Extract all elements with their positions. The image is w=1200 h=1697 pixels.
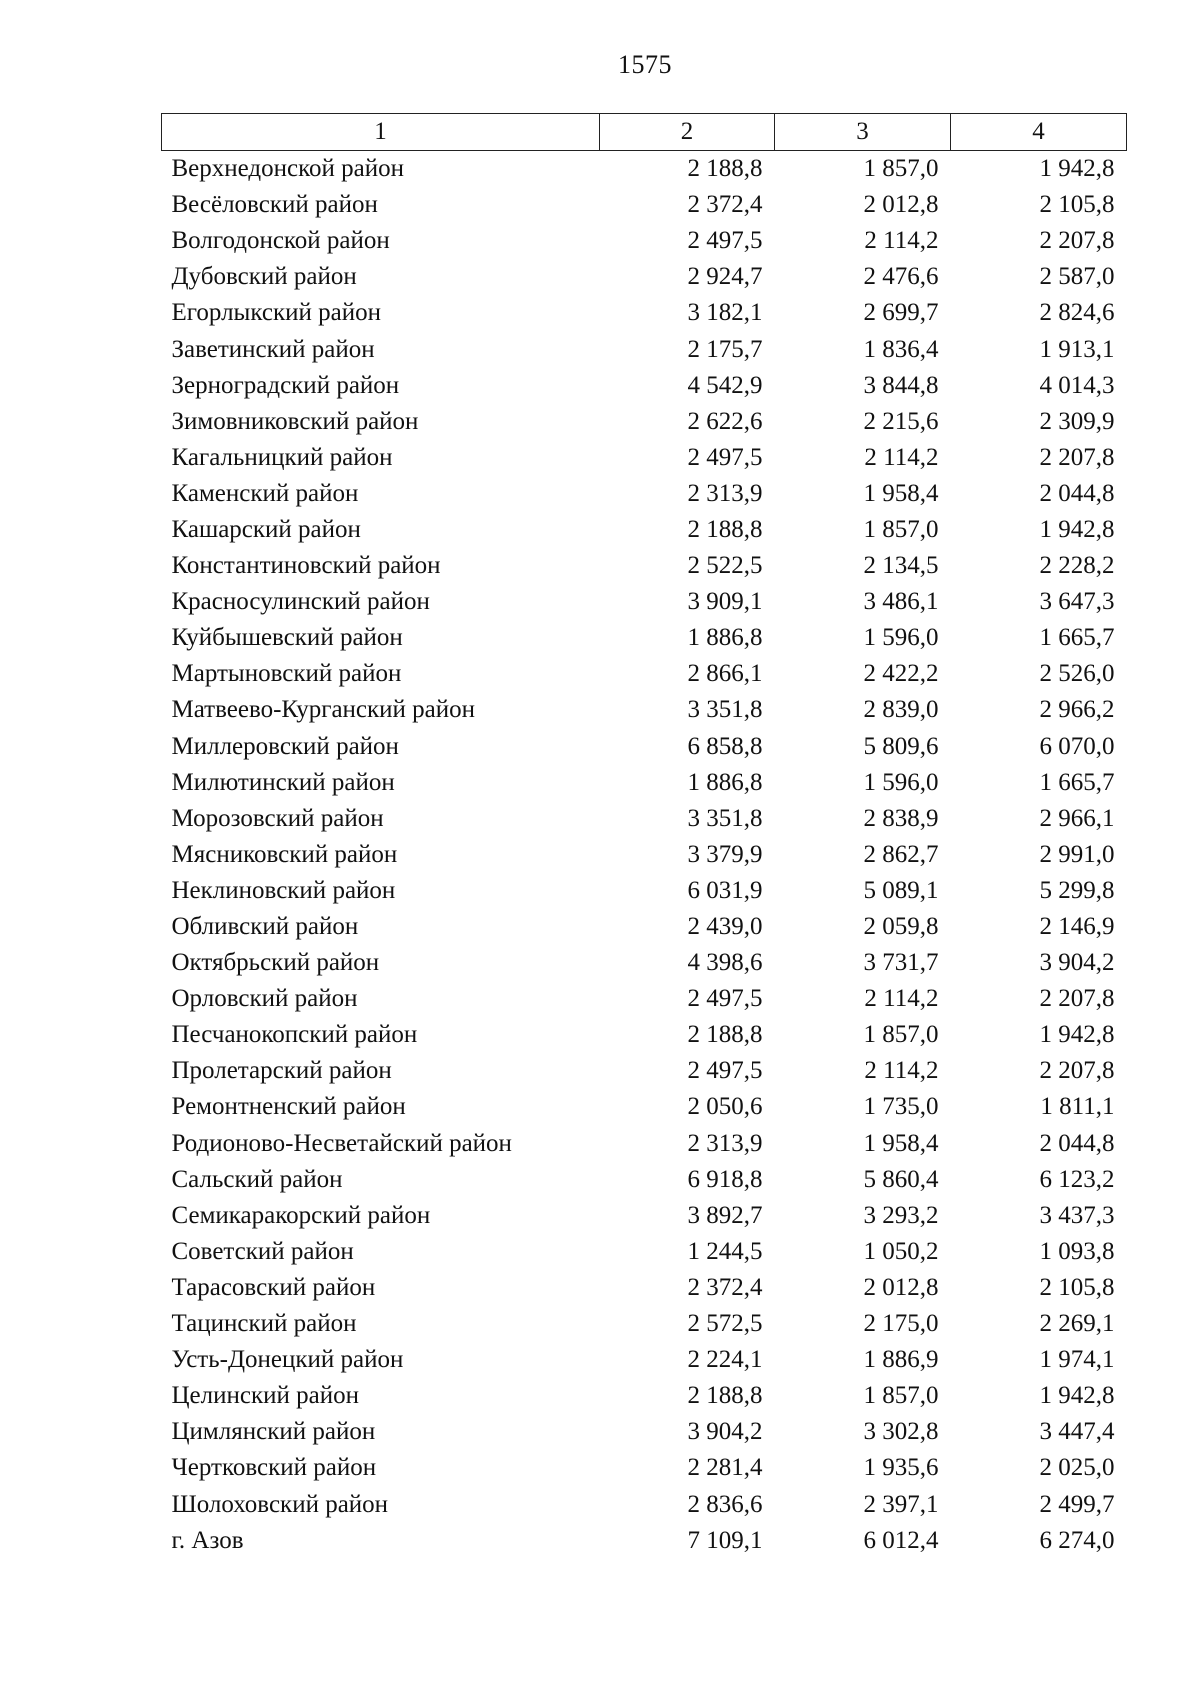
district-name-cell: Волгодонской район (171, 227, 390, 255)
value-cell-col-2: 2 188,8 (687, 155, 763, 183)
district-name-cell: Неклиновский район (171, 876, 396, 904)
table-row (162, 1234, 1127, 1270)
district-name-cell: Заветинский район (171, 335, 375, 363)
district-name-cell: Цимлянский район (171, 1418, 376, 1446)
value-cell-col-2: 2 866,1 (687, 660, 763, 688)
value-cell-col-3: 5 860,4 (863, 1165, 939, 1193)
value-cell-col-2: 1 886,8 (687, 768, 763, 796)
value-cell-col-3: 2 175,0 (863, 1310, 939, 1338)
value-cell-col-2: 2 372,4 (687, 1273, 763, 1301)
column-header-3: 3 (775, 114, 951, 151)
district-name-cell: Мясниковский район (171, 840, 398, 868)
column-header-1: 1 (162, 114, 600, 151)
value-cell-col-4: 2 228,2 (1039, 552, 1115, 580)
value-cell-col-4: 2 309,9 (1039, 407, 1115, 435)
value-cell-col-3: 2 699,7 (863, 299, 939, 327)
value-cell-col-2: 2 622,6 (687, 407, 763, 435)
table-row (162, 909, 1127, 945)
table-header (162, 114, 1127, 151)
table-row (162, 1126, 1127, 1162)
value-cell-col-4: 2 207,8 (1039, 985, 1115, 1013)
table-row (162, 187, 1127, 223)
district-name-cell: Милютинский район (171, 768, 395, 796)
district-name-cell: Кагальницкий район (171, 443, 393, 471)
value-cell-col-2: 2 522,5 (687, 552, 763, 580)
value-cell-col-4: 1 093,8 (1039, 1237, 1115, 1265)
table-row (162, 512, 1127, 548)
value-cell-col-3: 2 114,2 (864, 1057, 939, 1085)
value-cell-col-4: 2 824,6 (1039, 299, 1115, 327)
district-name-cell: Весёловский район (171, 191, 378, 219)
district-name-cell: Родионово-Несветайский район (171, 1129, 512, 1157)
value-cell-col-4: 1 665,7 (1039, 624, 1115, 652)
table-row (162, 584, 1127, 620)
value-cell-col-3: 3 486,1 (863, 588, 939, 616)
value-cell-col-4: 3 447,4 (1039, 1418, 1115, 1446)
value-cell-col-2: 3 182,1 (687, 299, 763, 327)
value-cell-col-4: 1 942,8 (1039, 515, 1115, 543)
table-row (162, 1198, 1127, 1234)
district-name-cell: Песчанокопский район (171, 1021, 418, 1049)
table-row (162, 1270, 1127, 1306)
district-name-cell: Пролетарский район (171, 1057, 392, 1085)
value-cell-col-4: 2 499,7 (1039, 1490, 1115, 1518)
value-cell-col-3: 2 114,2 (864, 443, 939, 471)
value-cell-col-3: 5 089,1 (863, 876, 939, 904)
district-name-cell: Октябрьский район (171, 949, 380, 977)
value-cell-col-3: 1 857,0 (863, 155, 939, 183)
value-cell-col-4: 1 942,8 (1039, 155, 1115, 183)
value-cell-col-4: 4 014,3 (1039, 371, 1115, 399)
table-row (162, 1378, 1127, 1414)
value-cell-col-2: 2 050,6 (687, 1093, 763, 1121)
table-row (162, 729, 1127, 765)
table-row (162, 331, 1127, 367)
value-cell-col-2: 2 188,8 (687, 1021, 763, 1049)
value-cell-col-3: 6 012,4 (863, 1526, 939, 1554)
value-cell-col-2: 2 924,7 (687, 263, 763, 291)
table-row (162, 440, 1127, 476)
district-name-cell: Мартыновский район (171, 660, 402, 688)
table-row (162, 1450, 1127, 1486)
value-cell-col-2: 4 398,6 (687, 949, 763, 977)
value-cell-col-2: 2 572,5 (687, 1310, 763, 1338)
value-cell-col-4: 2 207,8 (1039, 443, 1115, 471)
value-cell-col-3: 2 397,1 (863, 1490, 939, 1518)
table-row (162, 368, 1127, 404)
table-row (162, 765, 1127, 801)
table-row (162, 1089, 1127, 1125)
value-cell-col-3: 2 215,6 (863, 407, 939, 435)
district-name-cell: Шолоховский район (171, 1490, 389, 1518)
value-cell-col-2: 3 904,2 (687, 1418, 763, 1446)
value-cell-col-3: 1 857,0 (863, 1021, 939, 1049)
value-cell-col-4: 2 025,0 (1039, 1454, 1115, 1482)
value-cell-col-4: 1 942,8 (1039, 1021, 1115, 1049)
value-cell-col-3: 2 114,2 (864, 985, 939, 1013)
value-cell-col-2: 6 031,9 (687, 876, 763, 904)
district-name-cell: Зерноградский район (171, 371, 400, 399)
table-row (162, 620, 1127, 656)
value-cell-col-2: 2 497,5 (687, 443, 763, 471)
table-row (162, 151, 1127, 188)
table-row (162, 548, 1127, 584)
table-row (162, 1414, 1127, 1450)
value-cell-col-2: 3 379,9 (687, 840, 763, 868)
value-cell-col-2: 2 188,8 (687, 1382, 763, 1410)
value-cell-col-4: 2 269,1 (1039, 1310, 1115, 1338)
page-number: 1575 (618, 50, 672, 79)
value-cell-col-3: 2 862,7 (863, 840, 939, 868)
value-cell-col-2: 3 909,1 (687, 588, 763, 616)
value-cell-col-2: 2 313,9 (687, 479, 763, 507)
table-row (162, 259, 1127, 295)
district-name-cell: Ремонтненский район (171, 1093, 406, 1121)
value-cell-col-2: 1 244,5 (687, 1237, 763, 1265)
value-cell-col-4: 2 044,8 (1039, 1129, 1115, 1157)
district-name-cell: Кашарский район (171, 515, 361, 543)
value-cell-col-2: 2 313,9 (687, 1129, 763, 1157)
value-cell-col-3: 1 836,4 (863, 335, 939, 363)
value-cell-col-3: 1 857,0 (863, 1382, 939, 1410)
district-name-cell: Тацинский район (171, 1310, 357, 1338)
value-cell-col-4: 2 966,2 (1039, 696, 1115, 724)
value-cell-col-4: 2 207,8 (1039, 1057, 1115, 1085)
table-row (162, 476, 1127, 512)
table-row (162, 223, 1127, 259)
value-cell-col-2: 2 372,4 (687, 191, 763, 219)
value-cell-col-2: 2 188,8 (687, 515, 763, 543)
value-cell-col-3: 1 596,0 (863, 768, 939, 796)
value-cell-col-3: 2 059,8 (863, 913, 939, 941)
table-row (162, 837, 1127, 873)
value-cell-col-3: 1 958,4 (863, 1129, 939, 1157)
value-cell-col-4: 1 811,1 (1040, 1093, 1115, 1121)
value-cell-col-4: 2 526,0 (1039, 660, 1115, 688)
district-name-cell: Константиновский район (171, 552, 441, 580)
value-cell-col-3: 1 935,6 (863, 1454, 939, 1482)
value-cell-col-3: 3 302,8 (863, 1418, 939, 1446)
table-row (162, 295, 1127, 331)
table-row (162, 873, 1127, 909)
value-cell-col-2: 3 351,8 (687, 696, 763, 724)
value-cell-col-4: 2 105,8 (1039, 1273, 1115, 1301)
district-name-cell: Сальский район (171, 1165, 343, 1193)
district-name-cell: Верхнедонской район (171, 155, 404, 183)
table-row (162, 1053, 1127, 1089)
district-name-cell: Чертковский район (171, 1454, 377, 1482)
district-name-cell: Дубовский район (171, 263, 357, 291)
value-cell-col-3: 2 114,2 (864, 227, 939, 255)
district-name-cell: Тарасовский район (171, 1273, 376, 1301)
value-cell-col-3: 2 012,8 (863, 1273, 939, 1301)
district-name-cell: Миллеровский район (171, 732, 399, 760)
value-cell-col-3: 5 809,6 (863, 732, 939, 760)
value-cell-col-2: 2 497,5 (687, 227, 763, 255)
value-cell-col-4: 1 665,7 (1039, 768, 1115, 796)
value-cell-col-2: 2 175,7 (687, 335, 763, 363)
value-cell-col-3: 2 134,5 (863, 552, 939, 580)
table-row (162, 404, 1127, 440)
value-cell-col-3: 1 857,0 (863, 515, 939, 543)
table-row (162, 1523, 1127, 1559)
value-cell-col-4: 3 647,3 (1039, 588, 1115, 616)
value-cell-col-2: 2 439,0 (687, 913, 763, 941)
table-row (162, 945, 1127, 981)
value-cell-col-3: 2 839,0 (863, 696, 939, 724)
value-cell-col-4: 5 299,8 (1039, 876, 1115, 904)
column-header-4: 4 (951, 114, 1127, 151)
table-row (162, 692, 1127, 728)
value-cell-col-3: 2 012,8 (863, 191, 939, 219)
table-row (162, 1162, 1127, 1198)
value-cell-col-3: 3 293,2 (863, 1201, 939, 1229)
value-cell-col-4: 1 974,1 (1039, 1346, 1115, 1374)
value-cell-col-4: 2 991,0 (1039, 840, 1115, 868)
value-cell-col-3: 1 050,2 (863, 1237, 939, 1265)
value-cell-col-4: 1 913,1 (1039, 335, 1115, 363)
value-cell-col-2: 2 836,6 (687, 1490, 763, 1518)
value-cell-col-4: 6 123,2 (1039, 1165, 1115, 1193)
value-cell-col-4: 2 146,9 (1039, 913, 1115, 941)
table-row (162, 1486, 1127, 1522)
value-cell-col-3: 1 958,4 (863, 479, 939, 507)
column-header-2: 2 (600, 114, 775, 151)
value-cell-col-2: 2 497,5 (687, 985, 763, 1013)
value-cell-col-3: 1 735,0 (863, 1093, 939, 1121)
value-cell-col-3: 2 422,2 (863, 660, 939, 688)
district-name-cell: г. Азов (171, 1526, 244, 1554)
table-row (162, 801, 1127, 837)
district-name-cell: Усть-Донецкий район (171, 1346, 404, 1374)
district-name-cell: Егорлыкский район (171, 299, 381, 327)
district-name-cell: Красносулинский район (171, 588, 430, 616)
district-name-cell: Орловский район (171, 985, 358, 1013)
table-row (162, 1306, 1127, 1342)
district-name-cell: Матвеево-Курганский район (171, 696, 476, 724)
value-cell-col-3: 2 476,6 (863, 263, 939, 291)
value-cell-col-3: 3 844,8 (863, 371, 939, 399)
table-row (162, 981, 1127, 1017)
value-cell-col-3: 2 838,9 (863, 804, 939, 832)
value-cell-col-4: 2 966,1 (1039, 804, 1115, 832)
district-name-cell: Каменский район (171, 479, 359, 507)
value-cell-col-2: 7 109,1 (687, 1526, 763, 1554)
district-name-cell: Морозовский район (171, 804, 384, 832)
table-row (162, 1342, 1127, 1378)
value-cell-col-2: 4 542,9 (687, 371, 763, 399)
data-table (161, 113, 1127, 1559)
value-cell-col-2: 2 281,4 (687, 1454, 763, 1482)
value-cell-col-2: 3 892,7 (687, 1201, 763, 1229)
value-cell-col-3: 1 596,0 (863, 624, 939, 652)
value-cell-col-2: 2 224,1 (687, 1346, 763, 1374)
table-row (162, 1017, 1127, 1053)
district-name-cell: Куйбышевский район (171, 624, 403, 652)
district-name-cell: Советский район (171, 1237, 354, 1265)
district-name-cell: Обливский район (171, 913, 359, 941)
value-cell-col-2: 6 918,8 (687, 1165, 763, 1193)
value-cell-col-3: 1 886,9 (863, 1346, 939, 1374)
district-name-cell: Зимовниковский район (171, 407, 419, 435)
value-cell-col-4: 3 904,2 (1039, 949, 1115, 977)
district-name-cell: Целинский район (171, 1382, 359, 1410)
value-cell-col-4: 2 587,0 (1039, 263, 1115, 291)
value-cell-col-4: 2 207,8 (1039, 227, 1115, 255)
value-cell-col-2: 1 886,8 (687, 624, 763, 652)
value-cell-col-4: 3 437,3 (1039, 1201, 1115, 1229)
value-cell-col-4: 6 274,0 (1039, 1526, 1115, 1554)
value-cell-col-4: 2 105,8 (1039, 191, 1115, 219)
header-row (162, 114, 1127, 151)
table-row (162, 656, 1127, 692)
value-cell-col-3: 3 731,7 (863, 949, 939, 977)
value-cell-col-2: 6 858,8 (687, 732, 763, 760)
table-body (162, 151, 1127, 1559)
value-cell-col-2: 2 497,5 (687, 1057, 763, 1085)
value-cell-col-4: 1 942,8 (1039, 1382, 1115, 1410)
value-cell-col-4: 6 070,0 (1039, 732, 1115, 760)
district-name-cell: Семикаракорский район (171, 1201, 431, 1229)
value-cell-col-2: 3 351,8 (687, 804, 763, 832)
value-cell-col-4: 2 044,8 (1039, 479, 1115, 507)
